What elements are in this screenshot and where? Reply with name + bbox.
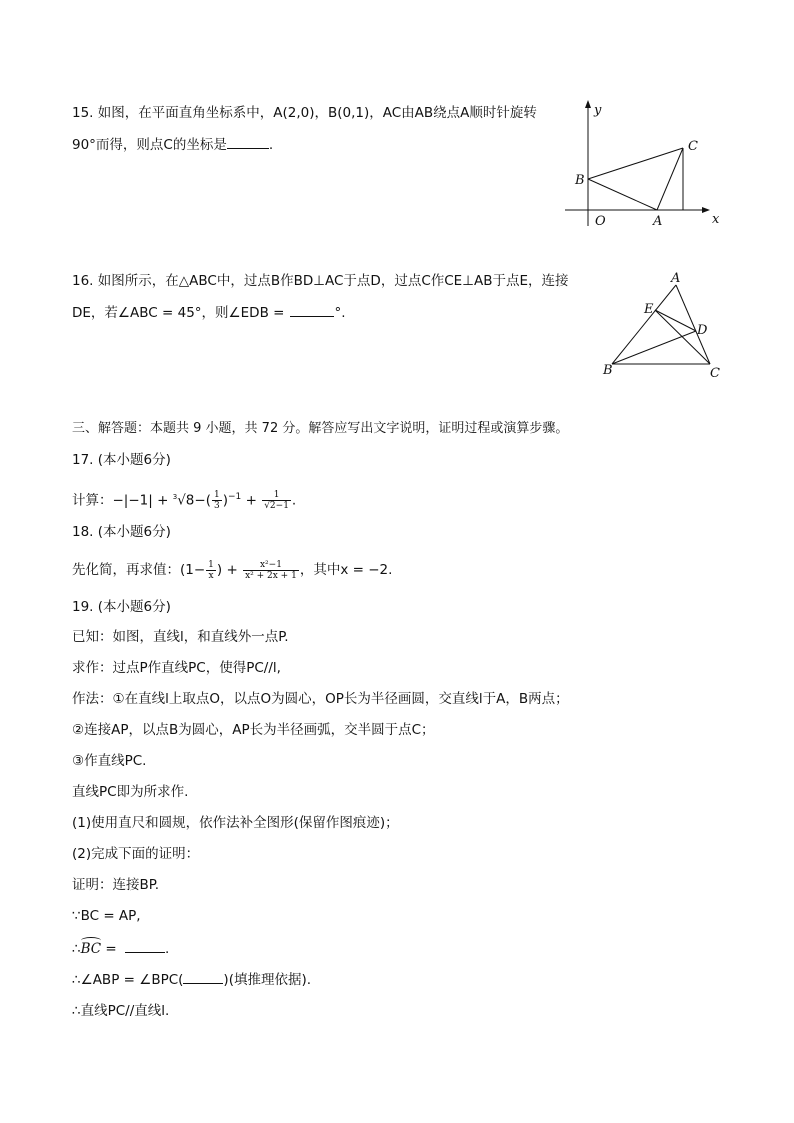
- label-y: y: [594, 103, 602, 118]
- q17-expr-a: −|−1| +: [112, 492, 169, 509]
- q19-arc-line: [72, 938, 169, 959]
- segment-ab: [588, 179, 657, 210]
- q16-line2-end: °.: [334, 305, 346, 321]
- q18-head: 18. (本小题6分): [72, 524, 171, 540]
- q17-frac1: $\frac{1}{3}$: [213, 490, 220, 511]
- q18-frac1: $\frac{1}{x}$: [208, 559, 214, 581]
- q17-frac2: $\frac{1}{√2-1}$: [264, 490, 289, 511]
- q19-angle-line: [72, 969, 311, 990]
- section-header: 三、解答题：本题共 9 小题，共 72 分。解答应写出文字说明，证明过程或演算步骤。: [72, 421, 569, 436]
- label-x: x: [712, 212, 720, 227]
- answer-blank: [227, 134, 269, 149]
- q17-end: .: [291, 492, 297, 509]
- q15-line1: 15. 如图，在平面直角坐标系中，A(2,0)，B(0,1)，AC由AB绕点A顺时针旋转: [72, 105, 537, 121]
- q19-conclusion: ∴直线PC//直线l.: [72, 1003, 170, 1019]
- q19-arc-end: .: [165, 941, 170, 957]
- label-a: A: [671, 271, 681, 286]
- q16-line2-text: DE，若∠ABC = 45°，则∠EDB =: [72, 305, 285, 321]
- answer-blank: [290, 302, 334, 317]
- label-d: D: [697, 323, 708, 338]
- q15-figure: [560, 98, 730, 233]
- q19-angle-b: )(填推理依据).: [223, 972, 312, 988]
- label-c: C: [688, 139, 698, 154]
- segment-ba: [612, 285, 676, 364]
- q17-expr-c: ): [222, 492, 228, 509]
- segment-bd: [612, 331, 696, 364]
- q17-expression: [72, 482, 296, 512]
- q19-angle-a: ∴∠ABP = ∠BPC(: [72, 972, 184, 988]
- q19-proof-start: 证明：连接BP.: [72, 877, 160, 893]
- q19-step1: 作法：①在直线l上取点O，以点O为圆心，OP长为半径画圆，交直线l于A，B两点；: [72, 691, 569, 707]
- label-o: O: [595, 214, 606, 229]
- answer-blank: [125, 938, 165, 953]
- label-e: E: [644, 302, 654, 317]
- q18-prefix: 先化简，再求值：(1−: [72, 562, 206, 578]
- q16-line1: 16. 如图所示，在△ABC中，过点B作BD⊥AC于点D，过点C作CE⊥AB于点E，连接: [72, 273, 569, 289]
- q17-root-index: 3: [172, 493, 178, 501]
- q18-frac2: $\frac{\text{x²−1}}{\text{x² + 2x + 1}}$: [245, 559, 297, 581]
- label-b: B: [575, 173, 585, 188]
- y-axis-arrow: [585, 100, 591, 108]
- q19-result: 直线PC即为所求作.: [72, 784, 189, 800]
- q19-part2: (2)完成下面的证明：: [72, 846, 200, 862]
- q18-end: ，其中x = −2.: [299, 562, 393, 578]
- arc-bc: BC: [80, 941, 102, 957]
- q16-line2: [72, 302, 345, 323]
- segment-de: [655, 310, 696, 331]
- q15-line2-end: .: [268, 137, 274, 153]
- q17-exponent: −1: [228, 492, 242, 502]
- q18-mid: ) +: [216, 562, 238, 578]
- q17-expr-d: +: [241, 492, 257, 509]
- q19-step2: ②连接AP，以点B为圆心，AP长为半径画弧，交半圆于点C；: [72, 722, 435, 738]
- q19-head: 19. (本小题6分): [72, 599, 171, 615]
- q19-therefore: ∴: [72, 941, 81, 957]
- label-c: C: [710, 366, 720, 381]
- q17-expr-b: −(: [194, 492, 211, 509]
- label-b: B: [603, 363, 613, 378]
- q17-head: 17. (本小题6分): [72, 452, 171, 468]
- q17-prefix: 计算：: [72, 492, 113, 509]
- q19-step3: ③作直线PC.: [72, 753, 147, 769]
- q19-task: 求作：过点P作直线PC，使得PC//l,: [72, 660, 281, 676]
- q19-given: 已知：如图，直线l，和直线外一点P.: [72, 629, 289, 645]
- segment-ac: [657, 148, 683, 210]
- q18-expression: [72, 555, 392, 585]
- q19-arc-eq: =: [101, 941, 117, 957]
- q19-part1: (1)使用直尺和圆规，依作法补全图形(保留作图痕迹)；: [72, 815, 399, 831]
- q19-because: ∵BC = AP,: [72, 908, 141, 924]
- q15-line2: [72, 134, 273, 155]
- q15-line2-text: 90°而得，则点C的坐标是: [72, 137, 227, 153]
- x-axis-arrow: [702, 207, 710, 213]
- segment-bc: [588, 148, 683, 179]
- label-a: A: [653, 214, 663, 229]
- answer-blank: [183, 969, 223, 984]
- q16-figure: [598, 268, 728, 383]
- q17-root: √8: [177, 492, 195, 509]
